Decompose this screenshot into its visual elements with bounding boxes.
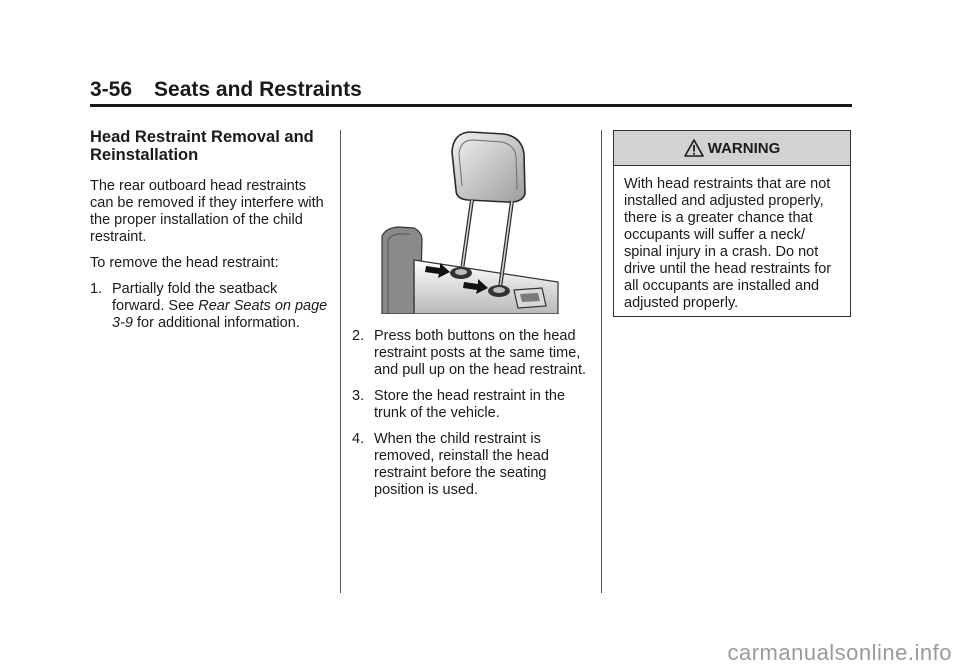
- section-heading-line1: Head Restraint Removal and: [90, 128, 314, 146]
- step-number: 2.: [352, 328, 365, 344]
- step-number: 1.: [90, 281, 103, 297]
- steps-list: [90, 281, 330, 332]
- column-divider: [601, 130, 602, 593]
- step-item: [90, 281, 330, 332]
- warning-text: With head restraints that are not installed and adjusted properly, there is a greater chance that occupants will suffer a neck/ spinal injury in a crash. Do not drive until the head restraints for all occupants are installed and adjusted properly.: [624, 176, 832, 311]
- warning-title: WARNING: [707, 139, 781, 157]
- headrest-cushion: [452, 132, 525, 202]
- head-restraint-diagram: [352, 128, 592, 314]
- step-text: When the child restraint is removed, reinstall the head restraint before the seating position is used.: [374, 431, 549, 498]
- steps-list: [352, 328, 592, 499]
- cross-reference-link[interactable]: Rear Seats on page 3-9: [112, 298, 328, 331]
- step-item: [352, 328, 592, 379]
- step-number: 3.: [352, 388, 365, 404]
- warning-header: [614, 131, 850, 166]
- step-text-tail: for additional information.: [132, 315, 300, 331]
- page-header: [90, 78, 852, 107]
- page-number: 3-56: [90, 78, 133, 101]
- column-divider: [340, 130, 341, 593]
- warning-triangle-icon: [684, 139, 704, 157]
- warning-box: [613, 130, 851, 317]
- left-column: [90, 128, 330, 341]
- head-restraint-illustration: [352, 128, 592, 314]
- middle-column: [352, 128, 592, 508]
- step-item: [352, 431, 592, 499]
- section-heading: [90, 128, 330, 164]
- step-item: [352, 388, 592, 422]
- step-text: Store the head restraint in the trunk of the vehicle.: [374, 388, 566, 421]
- step-number: 4.: [352, 431, 365, 447]
- section-heading-line2: Reinstallation: [90, 146, 199, 164]
- step-text: Press both buttons on the head restraint posts at the same time, and pull up on the head restraint.: [374, 328, 587, 378]
- watermark: carmanualsonline.info: [727, 640, 952, 665]
- chapter-title: Seats and Restraints: [154, 78, 362, 101]
- step-text: Partially fold the seatback forward. See: [112, 281, 278, 314]
- right-column: [613, 130, 851, 317]
- lead-in-paragraph: To remove the head restraint:: [90, 255, 279, 271]
- intro-paragraph: The rear outboard head restraints can be removed if they interfere with the proper installation of the child restraint.: [90, 178, 324, 245]
